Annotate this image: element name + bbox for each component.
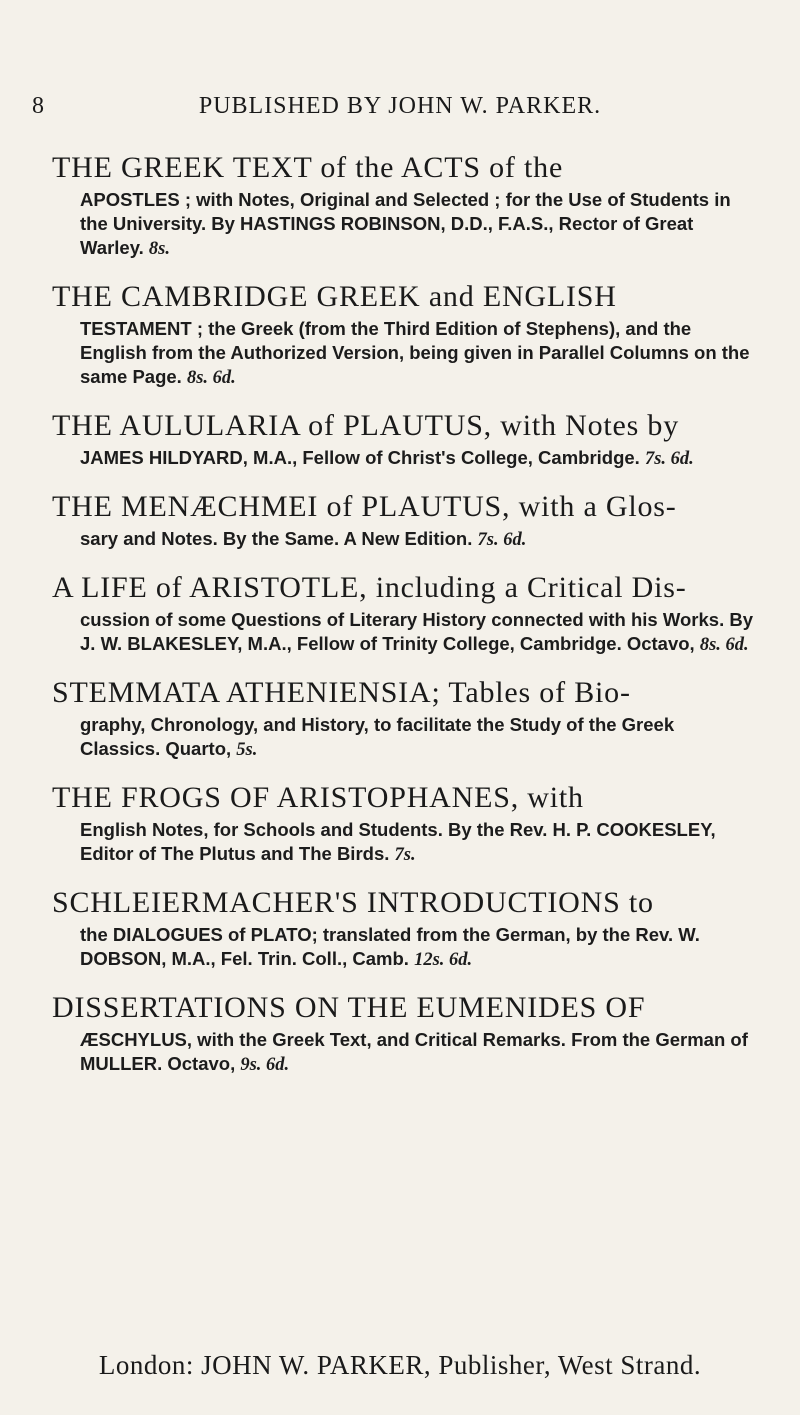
catalogue-entry [52,675,757,762]
entry-price: 8s. 6d. [699,635,749,655]
catalogue-entry [52,408,757,471]
catalogue-entry [52,990,757,1077]
entry-description [80,608,757,657]
entry-price: 5s. [236,740,258,760]
entry-heading: THE FROGS OF ARISTOPHANES, with [52,781,584,814]
entry-description [80,818,757,867]
entry-price: 8s. 6d. [186,368,236,388]
entry-heading: A LIFE of ARISTOTLE, including a Critical Dis- [52,571,687,604]
entry-description [80,317,757,390]
running-title: PUBLISHED BY JOHN W. PARKER. [198,93,602,119]
catalogue-entry [52,780,757,867]
entry-text: cussion of some Questions of Literary History connected with his Works. By J. W. BLAKESLEY, M.A., Fellow of Trinity College, Cambridge. Octavo, [80,609,753,654]
catalogue-entry [52,885,757,972]
entry-heading: THE AULULARIA of PLAUTUS, with Notes by [52,409,680,442]
entry-description [80,527,757,552]
entry-description [80,713,757,762]
imprint-footer: London: JOHN W. PARKER, Publisher, West Strand. [98,1350,702,1380]
running-head [32,93,768,127]
entry-price: 7s. 6d. [644,449,694,469]
entry-description [80,446,757,471]
entry-heading: THE GREEK TEXT of the ACTS of the [52,151,564,184]
entry-price: 7s. [394,845,416,865]
entry-price: 8s. [148,239,170,259]
entry-text: English Notes, for Schools and Students. By the Rev. H. P. COOKESLEY, Editor of The Plutus and The Birds. [80,819,716,864]
entry-description [80,923,757,972]
entry-price: 7s. 6d. [477,530,527,550]
entry-description [80,188,757,261]
catalogue-entries [52,150,757,1095]
entry-heading: DISSERTATIONS ON THE EUMENIDES OF [52,991,646,1024]
entry-description [80,1028,757,1077]
entry-text: ÆSCHYLUS, with the Greek Text, and Critical Remarks. From the German of MULLER. Octavo, [80,1029,748,1074]
page-number: 8 [32,93,45,119]
catalogue-entry [52,279,757,390]
entry-text: graphy, Chronology, and History, to facilitate the Study of the Greek Classics. Quarto, [80,714,675,759]
entry-heading: THE MENÆCHMEI of PLAUTUS, with a Glos- [52,490,677,523]
entry-text: APOSTLES ; with Notes, Original and Selected ; for the Use of Students in the University. By HASTINGS ROBINSON, D.D., F.A.S., Rector of Great Warley. [80,189,731,258]
entry-text: JAMES HILDYARD, M.A., Fellow of Christ's College, Cambridge. [80,447,640,468]
entry-heading: THE CAMBRIDGE GREEK and ENGLISH [52,280,617,313]
entry-heading: STEMMATA ATHENIENSIA; Tables of Bio- [52,676,631,709]
catalogue-entry [52,150,757,261]
catalogue-entry [52,489,757,552]
entry-text: sary and Notes. By the Same. A New Edition. [80,528,473,549]
entry-price: 12s. 6d. [414,950,473,970]
entry-text: TESTAMENT ; the Greek (from the Third Edition of Stephens), and the English from the Authorized Version, being given in Parallel Columns on the same Page. [80,318,750,387]
entry-heading: SCHLEIERMACHER'S INTRODUCTIONS to [52,886,654,919]
entry-price: 9s. 6d. [240,1055,290,1075]
entry-text: the DIALOGUES of PLATO; translated from the German, by the Rev. W. DOBSON, M.A., Fel. Trin. Coll., Camb. [80,924,700,969]
catalogue-entry [52,570,757,657]
